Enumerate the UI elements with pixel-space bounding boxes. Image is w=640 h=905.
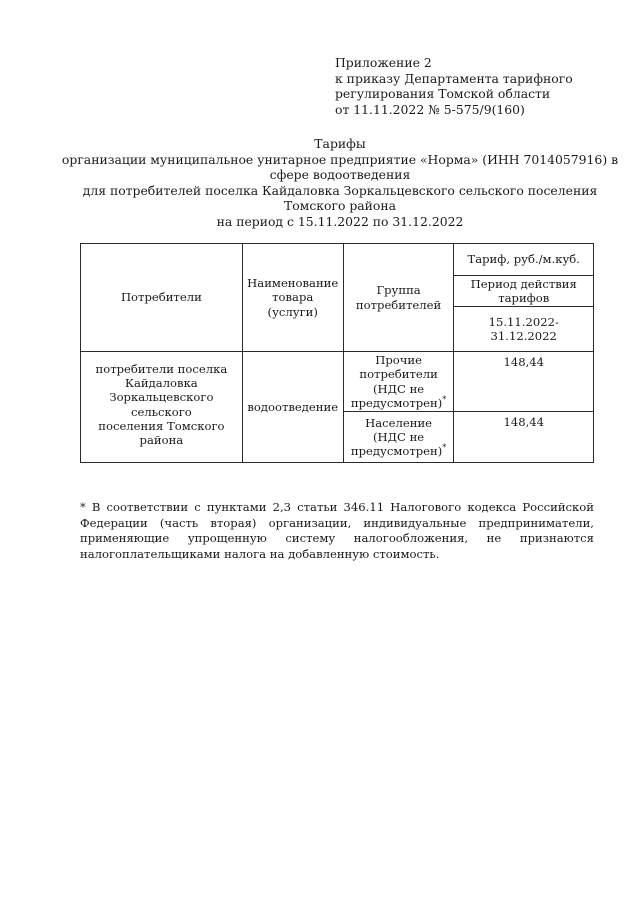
consumers-line: района bbox=[139, 433, 184, 448]
table-row bbox=[81, 352, 594, 412]
title-line: Томского района bbox=[283, 198, 397, 214]
footnote: * В соответствии с пунктами 2,3 статьи 346.11 Налогового кодекса Российской Федерации (часть вторая) организации, индивидуальные предприниматели, применяющие упрощенную систему налогообложения, не признаются налогоплательщиками налога на добавленную стоимость. bbox=[80, 500, 594, 561]
group-line: (НДС не bbox=[372, 429, 425, 444]
header-tariff bbox=[454, 244, 594, 276]
consumers-line: потребители поселка bbox=[95, 362, 228, 376]
tariff-value-cell bbox=[454, 412, 594, 463]
service-name: водоотведение bbox=[247, 399, 339, 414]
consumers-line: Кайдаловка bbox=[125, 376, 198, 391]
header-consumers bbox=[81, 244, 243, 352]
footnote-mark: * bbox=[442, 443, 447, 453]
title-line: для потребителей поселка Кайдаловка Зоркальцевского сельского поселения bbox=[82, 182, 598, 198]
header-period bbox=[454, 276, 594, 307]
group-line: Прочие bbox=[375, 353, 422, 368]
title-line: сфере водоотведения bbox=[269, 167, 411, 183]
group-cell bbox=[343, 352, 454, 412]
appendix-line: от 11.11.2022 № 5-575/9(160) bbox=[335, 101, 525, 117]
service-cell bbox=[242, 352, 343, 463]
tariff-value: 148,44 bbox=[503, 355, 545, 369]
consumers-line: поселения Томского bbox=[98, 418, 225, 433]
header-group-label: потребителей bbox=[355, 297, 442, 312]
group-line: Население bbox=[365, 415, 433, 430]
consumers-cell bbox=[81, 352, 243, 463]
header-period-value bbox=[454, 307, 594, 352]
header-group-label: Группа bbox=[376, 283, 421, 298]
header-group bbox=[343, 244, 454, 352]
header-service-label: Наименование bbox=[247, 276, 339, 291]
appendix-line: к приказу Департамента тарифного bbox=[335, 70, 573, 86]
consumers-line: Зоркальцевского сельского bbox=[109, 390, 214, 419]
header-period-label: Период действия bbox=[470, 276, 577, 291]
group-line: предусмотрен) bbox=[350, 395, 443, 410]
title-line: организации муниципальное унитарное предприятие «Норма» (ИНН 7014057916) в bbox=[61, 151, 619, 167]
tariff-value-cell bbox=[454, 352, 594, 412]
group-cell bbox=[343, 412, 454, 463]
title-line: на период с 15.11.2022 по 31.12.2022 bbox=[216, 213, 464, 229]
header-period-label: тарифов bbox=[498, 291, 550, 305]
group-line: предусмотрен) bbox=[350, 444, 443, 459]
appendix-line: Приложение 2 bbox=[335, 55, 432, 70]
group-line: (НДС не bbox=[372, 381, 425, 396]
footnote-mark: * bbox=[442, 394, 447, 404]
appendix-block bbox=[335, 55, 573, 117]
header-tariff-label: Тариф, руб./м.куб. bbox=[467, 252, 580, 267]
tariff-value: 148,44 bbox=[503, 415, 545, 429]
period-value: 15.11.2022-31.12.2022 bbox=[488, 314, 559, 343]
header-consumers-label: Потребители bbox=[120, 290, 202, 305]
tariffs-table bbox=[80, 243, 594, 463]
title-line: Тарифы bbox=[314, 136, 366, 151]
document-title bbox=[60, 136, 620, 230]
header-service bbox=[242, 244, 343, 352]
appendix-line: регулирования Томской области bbox=[335, 86, 551, 102]
table-header-row bbox=[81, 244, 594, 276]
group-line: потребители bbox=[359, 367, 438, 382]
header-service-label: товара (услуги) bbox=[267, 290, 318, 319]
